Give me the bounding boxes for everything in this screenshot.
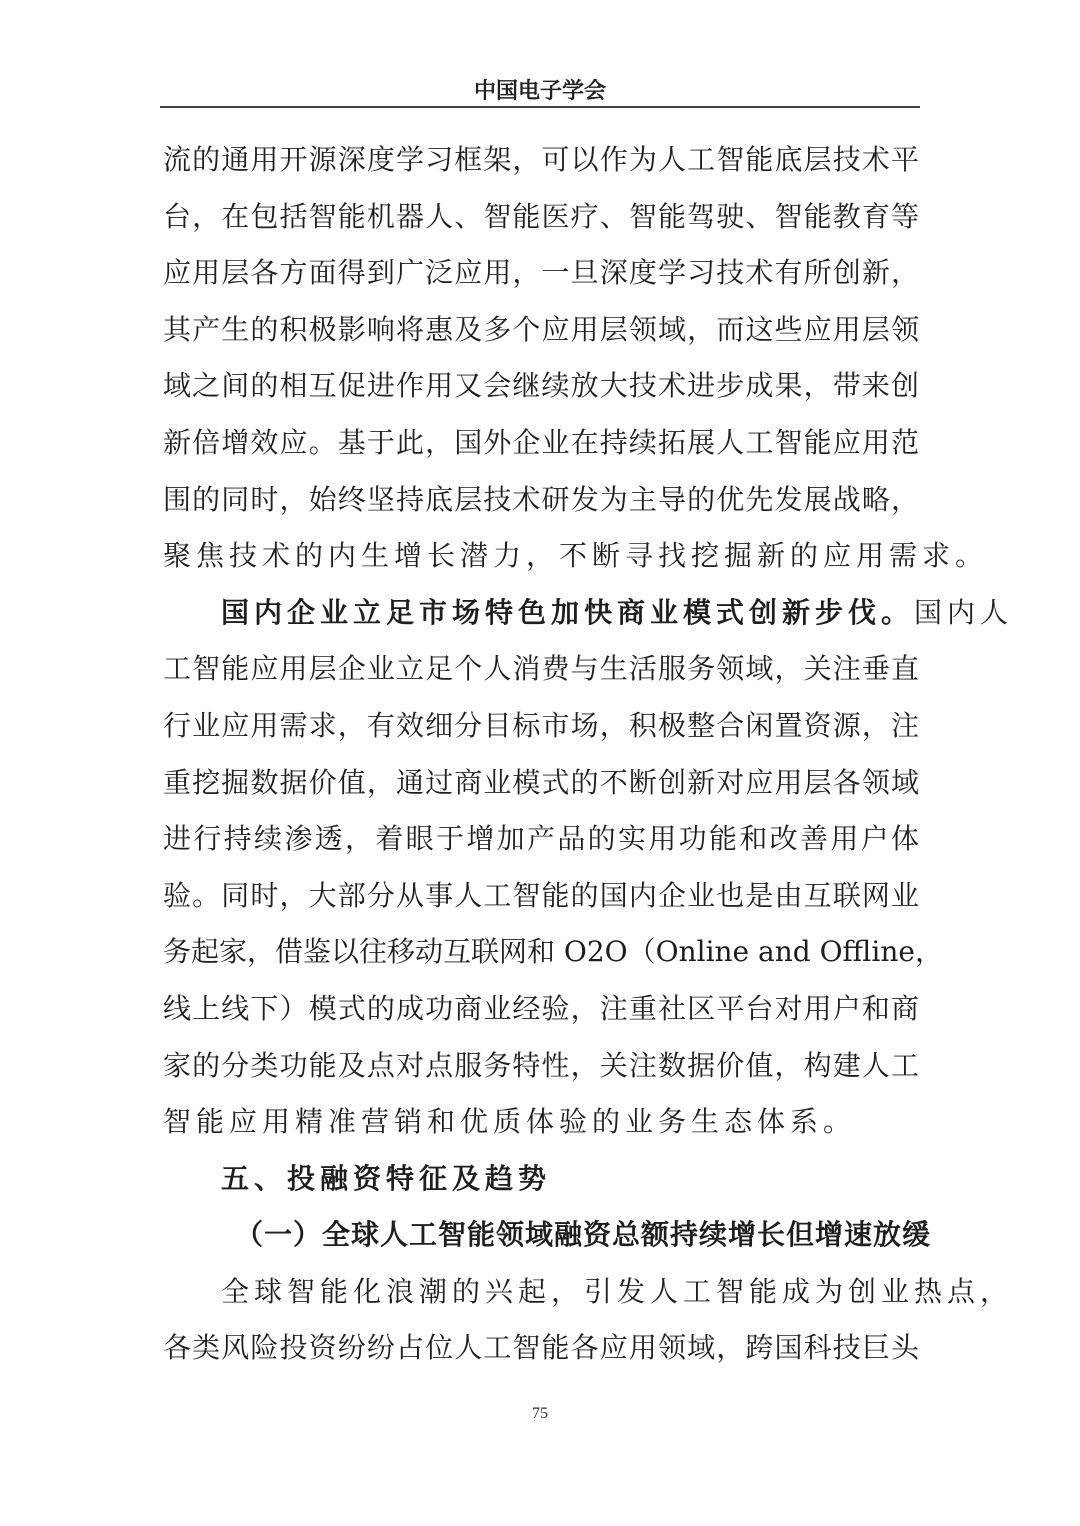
text-line: 域之间的相互促进作用又会继续放大技术进步成果，带来创 <box>163 369 919 403</box>
body-text <box>163 132 1014 1377</box>
text-line: 新倍增效应。基于此，国外企业在持续拓展人工智能应用范 <box>163 425 919 459</box>
header-title: 中国电子学会 <box>473 79 606 104</box>
text-line: 重挖掘数据价值，通过商业模式的不断创新对应用层各领域 <box>163 765 919 799</box>
text-line: 线上线下）模式的成功商业经验，注重社区平台对用户和商 <box>163 991 919 1025</box>
paragraph-lead-rest: 国内人 <box>914 595 1014 629</box>
text-line: 务起家，借鉴以往移动互联网和 O2O（Online and Offline， <box>163 935 943 969</box>
header-rule <box>160 106 920 108</box>
text-line: 进行持续渗透，着眼于增加产品的实用功能和改善用户体 <box>163 822 919 856</box>
text-line: 验。同时，大部分从事人工智能的国内企业也是由互联网业 <box>163 878 919 912</box>
text-line: 行业应用需求，有效细分目标市场，积极整合闲置资源，注 <box>163 708 919 742</box>
text-line: 其产生的积极影响将惠及多个应用层领域，而这些应用层领 <box>163 312 919 346</box>
text-line: 聚焦技术的内生增长潜力，不断寻找挖掘新的应用需求。 <box>163 539 989 573</box>
paragraph-lead-line <box>163 585 1014 642</box>
text-line: 流的通用开源深度学习框架，可以作为人工智能底层技术平 <box>163 143 919 176</box>
section-subheading: （一）全球人工智能领域融资总额持续增长但增速放缓 <box>235 1218 932 1252</box>
text-line: 家的分类功能及点对点服务特性，关注数据价值，构建人工 <box>163 1048 919 1082</box>
text-line: 工智能应用层企业立足个人消费与生活服务领域，关注垂直 <box>163 652 919 686</box>
page-number: 75 <box>532 1405 548 1422</box>
text-line: 全球智能化浪潮的兴起，引发人工智能成为创业热点， <box>221 1274 1014 1308</box>
text-line: 智能应用精准营销和优质体验的业务生态体系。 <box>163 1105 857 1139</box>
section-heading: 五、投融资特征及趋势 <box>221 1161 552 1195</box>
text-line: 台，在包括智能机器人、智能医疗、智能驾驶、智能教育等 <box>163 199 919 233</box>
text-line: 围的同时，始终坚持底层技术研发为主导的优先发展战略， <box>163 482 919 516</box>
text-line: 各类风险投资纷纷占位人工智能各应用领域，跨国科技巨头 <box>163 1331 919 1365</box>
paragraph-lead-bold: 国内企业立足市场特色加快商业模式创新步伐。 <box>221 595 915 629</box>
text-line: 应用层各方面得到广泛应用，一旦深度学习技术有所创新， <box>163 256 919 290</box>
